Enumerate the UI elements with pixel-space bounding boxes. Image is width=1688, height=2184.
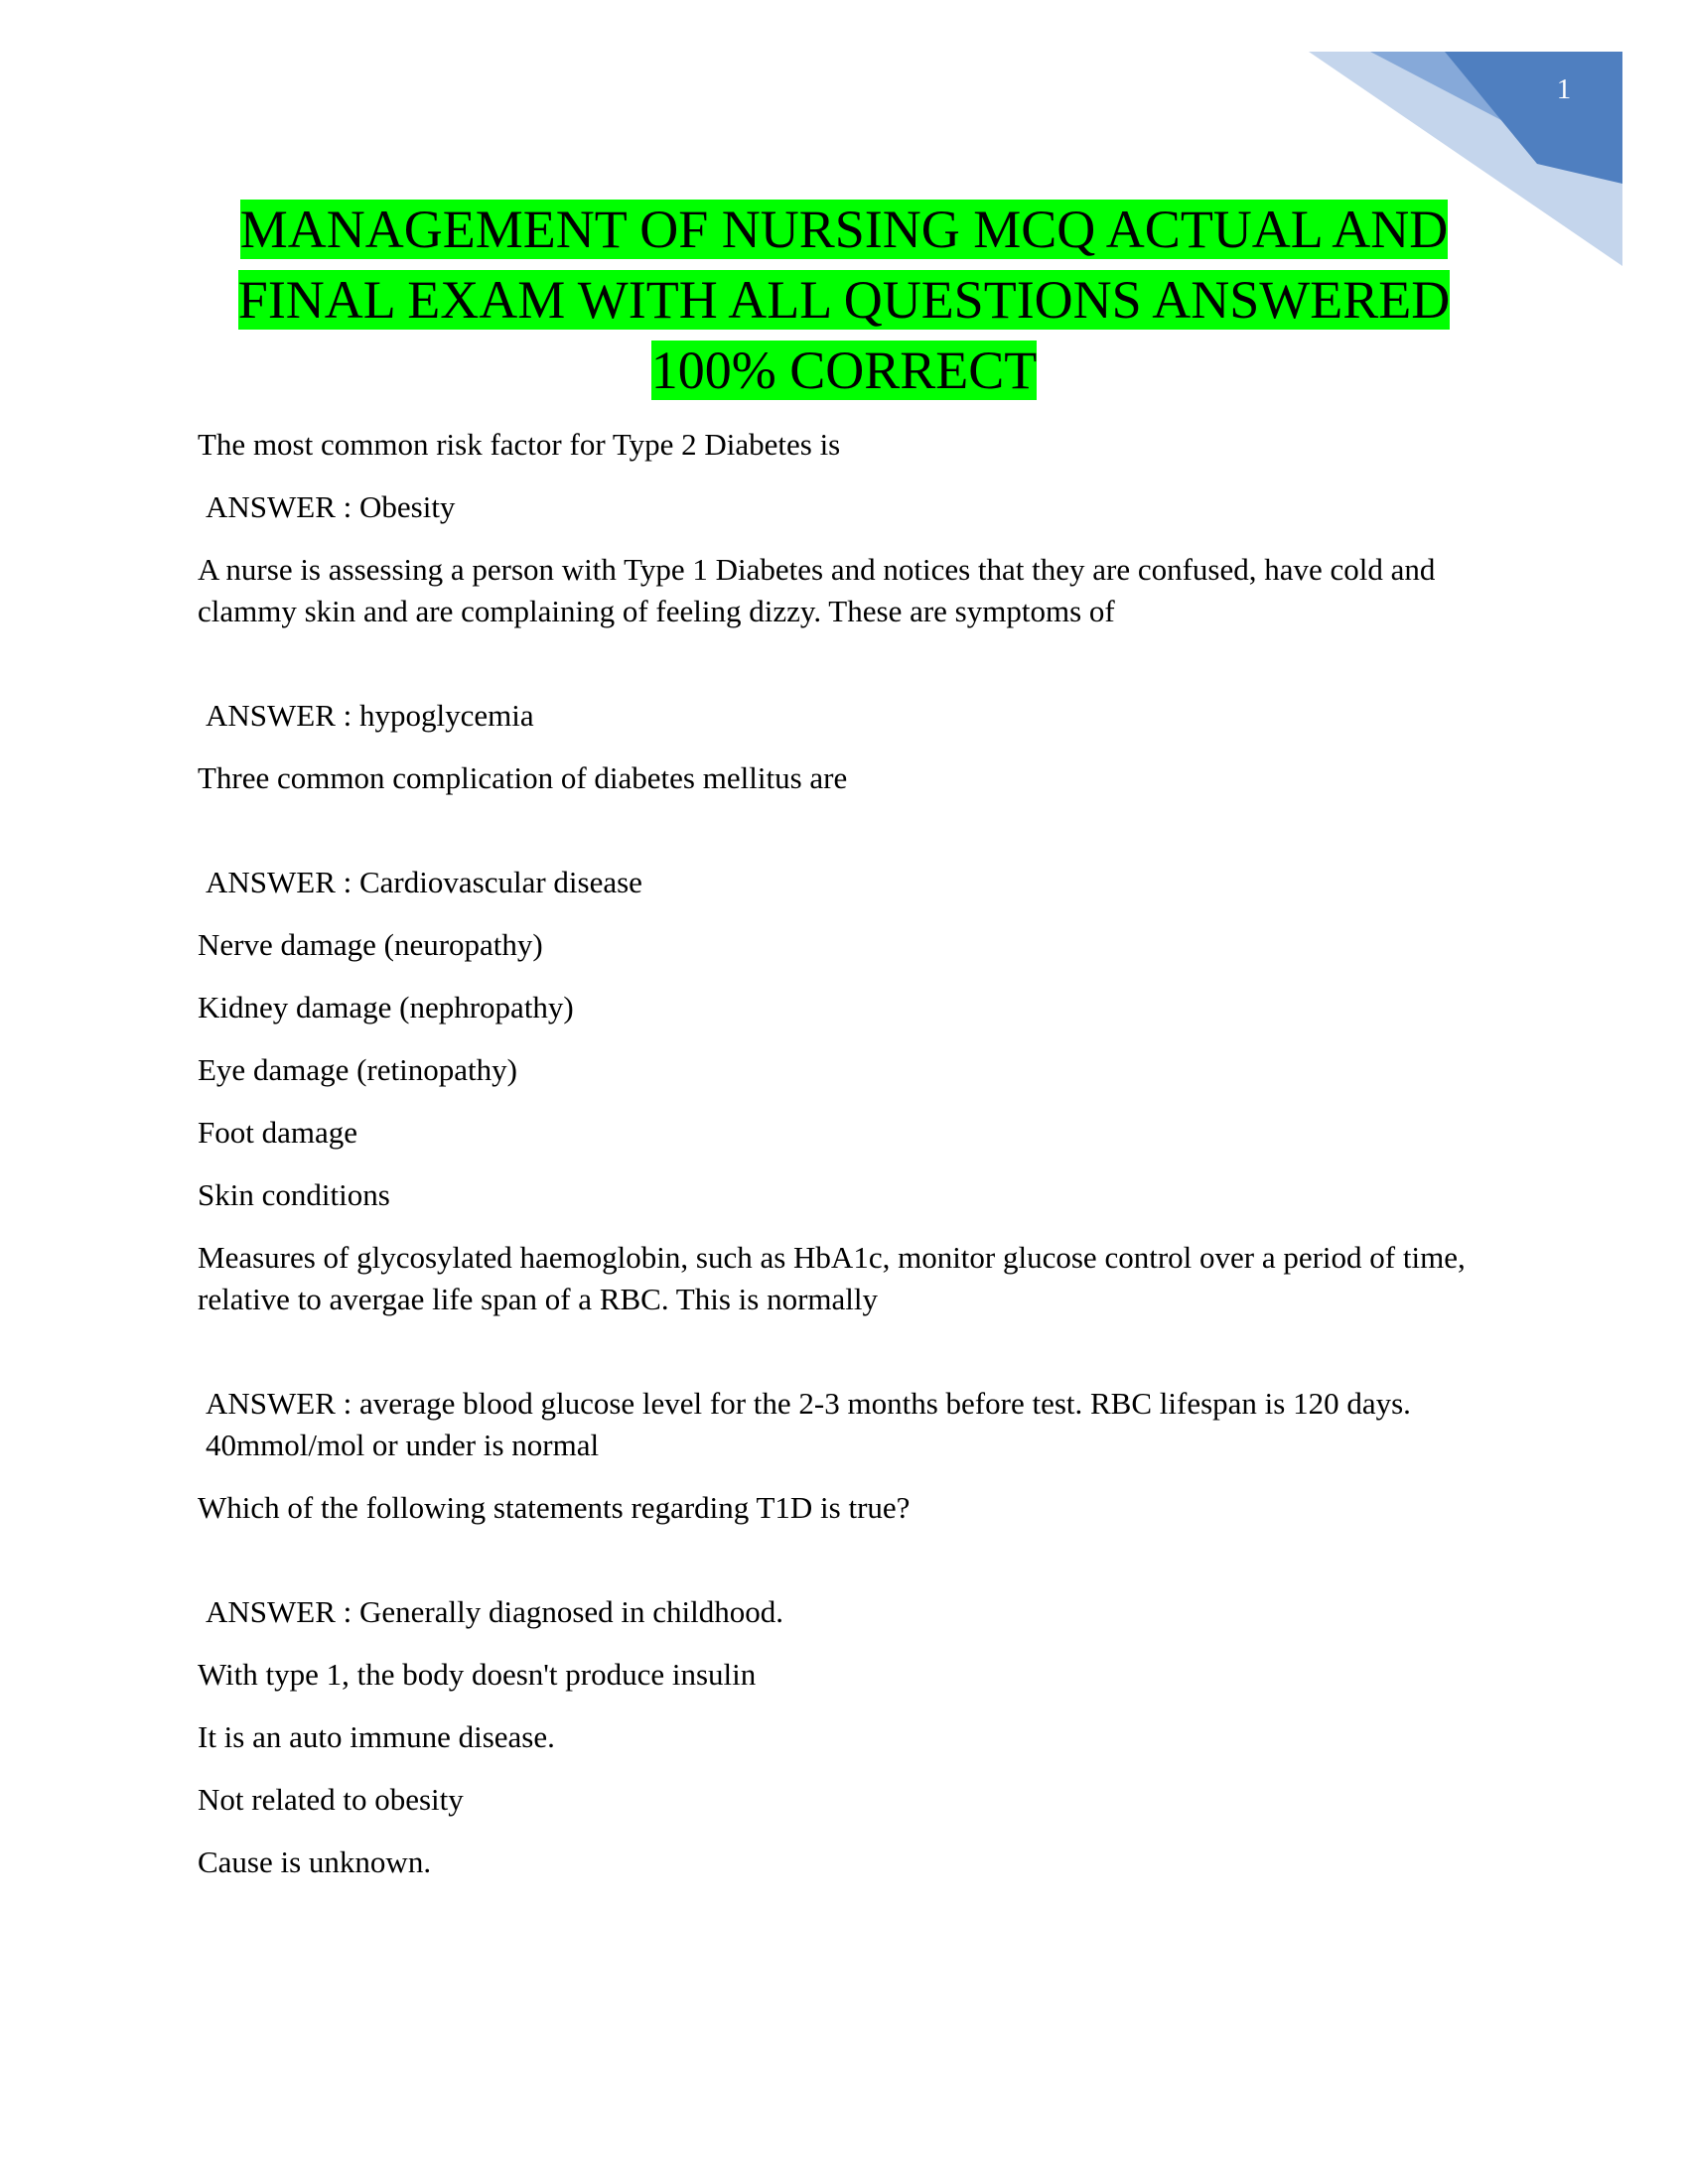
- answer-text: ANSWER : Obesity: [206, 489, 456, 524]
- title-line-2: FINAL EXAM WITH ALL QUESTIONS ANSWERED: [237, 270, 1451, 330]
- answer-item: Nerve damage (neuropathy): [198, 927, 543, 962]
- title-line-3: 100% CORRECT: [650, 341, 1038, 400]
- question-text: Measures of glycosylated haemoglobin, such as HbA1c, monitor glucose control over a period of time, relative to avergae life span of a RBC. This is normally: [198, 1240, 1466, 1316]
- answer-text: ANSWER : Generally diagnosed in childhood.: [206, 1594, 784, 1629]
- answer-item: Kidney damage (nephropathy): [198, 990, 574, 1024]
- answer-item: Not related to obesity: [198, 1782, 464, 1817]
- answer-item: Foot damage: [198, 1115, 357, 1150]
- answer-item: Eye damage (retinopathy): [198, 1052, 517, 1087]
- document-body: [198, 424, 1508, 1904]
- answer-item: It is an auto immune disease.: [198, 1719, 555, 1754]
- answer-text: ANSWER : average blood glucose level for the 2-3 months before test. RBC lifespan is 120 days. 40mmol/mol or under is normal: [206, 1386, 1411, 1462]
- question-text: A nurse is assessing a person with Type 1 Diabetes and notices that they are confused, have cold and clammy skin and are complaining of feeling dizzy. These are symptoms of: [198, 552, 1436, 628]
- page-number: 1: [1556, 73, 1572, 105]
- question-text: Which of the following statements regarding T1D is true?: [198, 1490, 911, 1525]
- title-line-1: MANAGEMENT OF NURSING MCQ ACTUAL AND: [239, 200, 1449, 259]
- question-text: The most common risk factor for Type 2 Diabetes is: [198, 427, 841, 462]
- document-title: [169, 195, 1519, 406]
- answer-item: Cause is unknown.: [198, 1844, 432, 1879]
- answer-item: With type 1, the body doesn't produce insulin: [198, 1657, 757, 1692]
- answer-item: Skin conditions: [198, 1177, 390, 1212]
- answer-text: ANSWER : Cardiovascular disease: [206, 865, 642, 899]
- answer-text: ANSWER : hypoglycemia: [206, 698, 534, 733]
- question-text: Three common complication of diabetes mellitus are: [198, 760, 848, 795]
